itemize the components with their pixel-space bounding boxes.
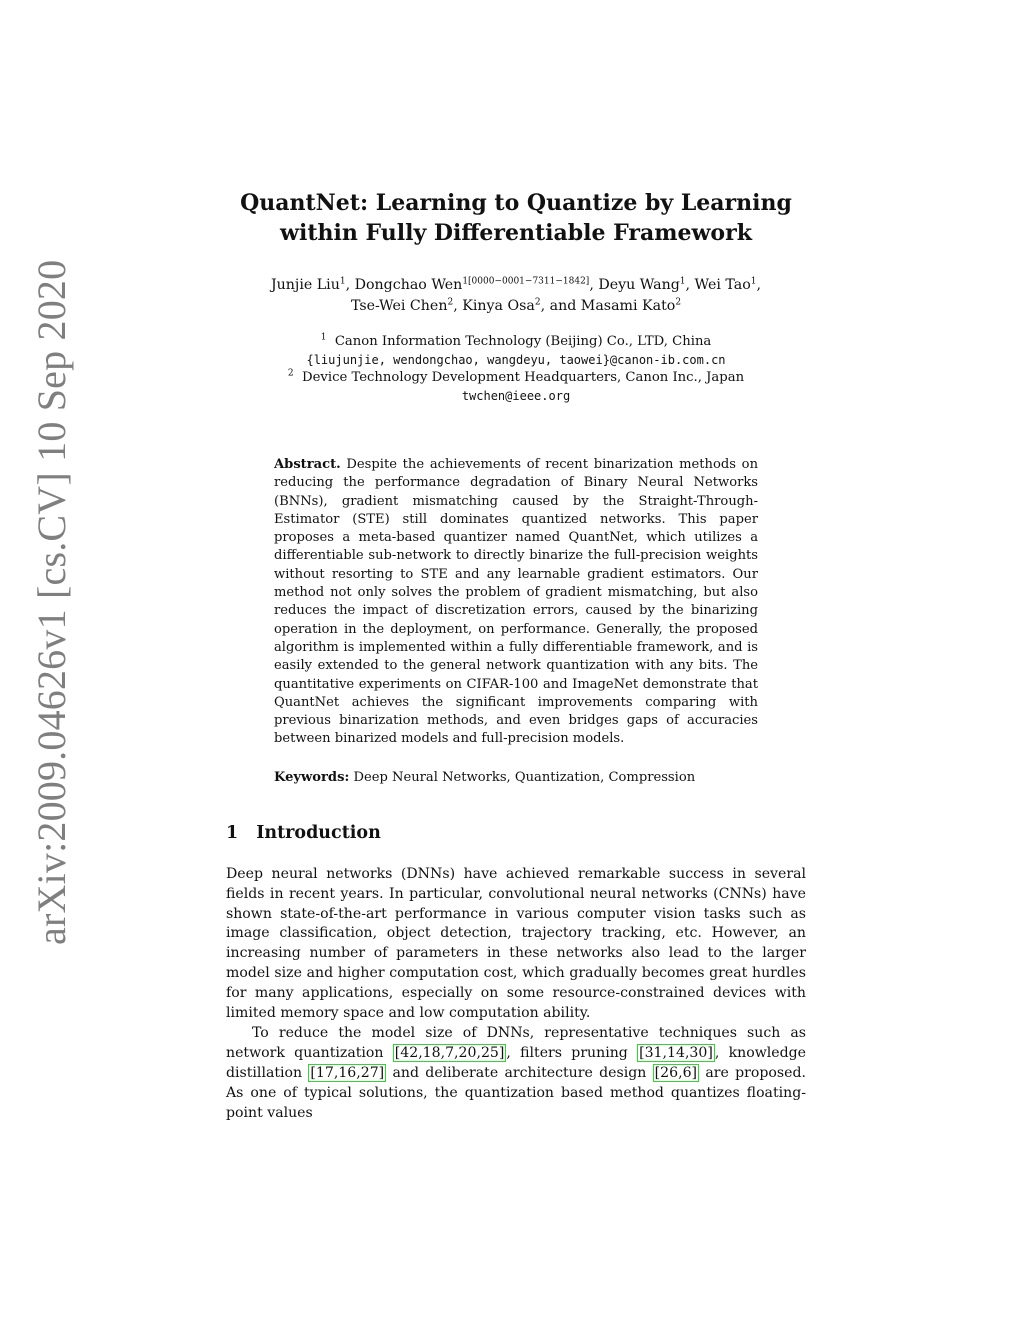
citation-link[interactable]: [26,6] [654, 1064, 698, 1081]
author-name: , Wei Tao [685, 277, 751, 293]
citation-link[interactable]: [31,14,30] [639, 1044, 713, 1061]
author-affil-mark: 1 [339, 276, 346, 287]
paragraph-text: To reduce the model size of DNNs, representative techniques such as network quantization [226, 1025, 806, 1061]
keywords-label: Keywords: [274, 769, 350, 785]
keywords [274, 769, 758, 787]
intro-paragraph-1: Deep neural networks (DNNs) have achieved remarkable success in several fields in recent years. In particular, convolutional neural networks (CNNs) have shown state-of-the-art performance in various computer vision tasks such as image classification, object detection, trajectory tracking, etc. However, an increasing number of parameters in these networks also lead to the larger model size and higher computation cost, which gradually becomes great hurdles for many applications, especially on some resource-constrained devices with limited memory space and low computation ability. [226, 865, 806, 1022]
author-orcid-mark: 1[0000−0001−7311−1842] [462, 276, 590, 287]
citation-link[interactable]: [42,18,7,20,25] [394, 1044, 505, 1061]
affiliation-1 [226, 333, 806, 351]
paragraph-text: , knowledge distillation [226, 1044, 807, 1081]
author-name: , and Masami Kato [540, 298, 676, 314]
author-list [226, 275, 806, 317]
affiliations [226, 333, 806, 405]
author-name: Tse-Wei Chen [350, 298, 448, 314]
arxiv-stamp: arXiv:2009.04626v1 [cs.CV] 10 Sep 2020 [29, 259, 74, 945]
author-affil-mark: 1 [679, 276, 686, 287]
abstract-label: Abstract. [274, 457, 341, 472]
affiliation-mark: 1 [320, 332, 327, 343]
author-separator: , [756, 277, 762, 293]
affiliation-text: Device Technology Development Headquarters, Canon Inc., Japan [302, 370, 745, 385]
abstract-text: Despite the achievements of recent binarization methods on reducing the performance degradation of Binary Neural Networks (BNNs), gradient mismatching caused by the Straight-Through-Estimator (STE) still dominates quantized networks. This paper proposes a meta-based quantizer named QuantNet, which utilizes a differentiable sub-network to directly binarize the full-precision weights without resorting to STE and any learnable gradient estimators. Our method not only solves the problem of gradient mismatching, but also reduces the impact of discretization errors, caused by the binarizing operation in the deployment, on performance. Generally, the proposed algorithm is implemented within a fully differentiable framework, and is easily extended to the general network quantization with any bits. The quantitative experiments on CIFAR-100 and ImageNet demonstrate that QuantNet achieves the significant improvements comparing with previous binarization methods, and even bridges gaps of accuracies between binarized models and full-precision models. [274, 457, 758, 747]
keywords-text: Deep Neural Networks, Quantization, Compression [353, 769, 696, 785]
section-heading-introduction [226, 821, 806, 845]
paper-title [226, 188, 806, 248]
intro-paragraph-2 [226, 1024, 806, 1124]
author-affil-mark: 2 [534, 297, 541, 308]
citation-link[interactable]: [17,16,27] [310, 1064, 385, 1081]
author-affil-mark: 1 [750, 276, 757, 287]
affiliation-2-email: twchen@ieee.org [461, 389, 571, 403]
affiliation-1-email: {liujunjie, wendongchao, wangdeyu, taowei}@canon-ib.com.cn [306, 353, 726, 367]
affiliation-text: Canon Information Technology (Beijing) Co., LTD, China [334, 334, 712, 349]
abstract [274, 456, 758, 749]
affiliation-2 [226, 369, 806, 387]
affiliation-mark: 2 [287, 368, 294, 379]
author-line-1 [226, 275, 806, 296]
author-name: , Kinya Osa [453, 298, 535, 314]
author-affil-mark: 2 [447, 297, 454, 308]
introduction-body [226, 865, 806, 1124]
title-line-1: QuantNet: Learning to Quantize by Learning [240, 190, 792, 216]
author-name: Junjie Liu [270, 277, 340, 293]
section-title: Introduction [256, 822, 381, 843]
paper-page [226, 188, 806, 1124]
author-line-2 [226, 296, 806, 317]
author-affil-mark: 2 [675, 297, 682, 308]
author-name: , Dongchao Wen [345, 277, 463, 293]
paragraph-text: and deliberate architecture design [386, 1064, 653, 1081]
author-name: , Deyu Wang [589, 277, 680, 293]
section-number: 1 [226, 822, 239, 843]
paragraph-text: , filters pruning [506, 1044, 638, 1061]
title-line-2: within Fully Differentiable Framework [280, 220, 752, 246]
paragraph-text: are proposed. As one of typical solutions, the quantization based method quantizes floating-point values [226, 1064, 806, 1121]
